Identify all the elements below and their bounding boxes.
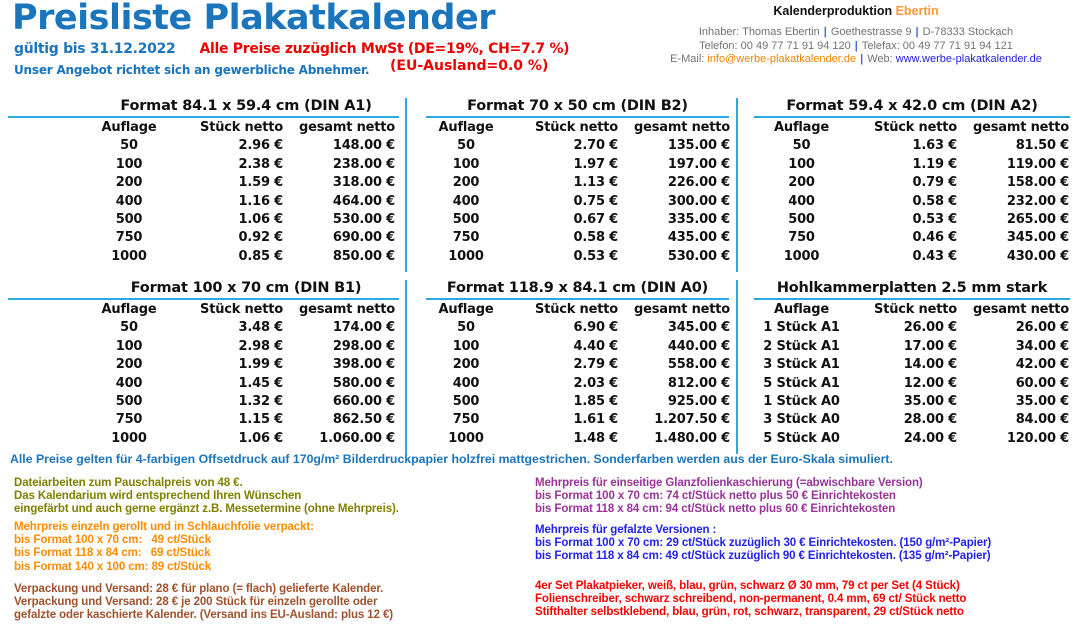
price-cell: 200	[115, 357, 143, 373]
price-cell: 1.06 €	[238, 212, 283, 228]
column-header: gesamt netto	[299, 120, 395, 135]
price-table-grid	[93, 301, 399, 448]
price-cell: 0.79 €	[912, 175, 957, 191]
price-cell: 0.53 €	[912, 212, 957, 228]
price-cell: 2.38 €	[238, 156, 283, 172]
price-cell: 1 Stück A1	[763, 320, 840, 336]
price-table-grid	[426, 119, 729, 266]
price-cell: 0.92 €	[238, 230, 283, 246]
price-cell: 400	[115, 375, 143, 391]
price-cell: 1.48 €	[573, 430, 618, 446]
price-cell: 26.00 €	[1015, 320, 1069, 336]
table-title-rule	[8, 116, 399, 118]
price-cell: 558.00 €	[667, 357, 730, 373]
separator: |	[823, 26, 827, 38]
phone-label: Telefon: 00 49 77 71 91 94 120	[699, 39, 851, 52]
price-cell: 0.58 €	[573, 230, 618, 246]
column-header: Stück netto	[874, 302, 957, 317]
price-cell: 750	[452, 412, 480, 428]
price-cell: 1.61 €	[573, 412, 618, 428]
price-cell: 0.43 €	[912, 248, 957, 264]
price-cell: 1 Stück A0	[763, 394, 840, 410]
note-file-work	[14, 477, 399, 516]
price-cell: 530.00 €	[332, 212, 395, 228]
column-header: Stück netto	[200, 302, 283, 317]
column-header: Stück netto	[535, 120, 618, 135]
header-subline	[14, 41, 569, 57]
price-cell: 100	[115, 338, 143, 354]
price-cell: 1000	[783, 248, 820, 264]
note-line: Folienschreiber, schwarz schreibend, non-permanent, 0.4 mm, 69 ct/ Stück netto	[535, 592, 967, 605]
price-cell: 500	[115, 394, 143, 410]
price-cell: 500	[788, 212, 815, 228]
price-cell: 14.00 €	[903, 357, 957, 373]
company-block	[640, 4, 1072, 66]
note-line: bis Format 140 x 100 cm: 89 ct/Stück	[14, 560, 212, 573]
price-cell: 435.00 €	[667, 230, 730, 246]
price-table-din-a1	[0, 98, 407, 272]
price-cell: 862.50 €	[332, 412, 395, 428]
valid-until-label: gültig bis 31.12.2022	[14, 41, 176, 57]
column-header: Stück netto	[874, 120, 957, 135]
price-cell: 430.00 €	[1006, 248, 1069, 264]
price-cell: 1.13 €	[573, 175, 618, 191]
note-line: gefalzte oder kaschierte Kalender. (Versand ins EU-Ausland: plus 12 €)	[14, 608, 394, 621]
price-cell: 5 Stück A1	[763, 375, 840, 391]
street-label: Goethestrasse 9	[830, 26, 912, 38]
price-cell: 120.00 €	[1006, 430, 1069, 446]
column-header: gesamt netto	[973, 302, 1069, 317]
price-cell: 345.00 €	[1006, 230, 1069, 246]
price-cell: 345.00 €	[667, 320, 730, 336]
table-title-rule	[8, 298, 399, 300]
table-row-top	[0, 98, 1078, 272]
separator: |	[915, 26, 919, 38]
price-cell: 174.00 €	[332, 320, 395, 336]
price-cell: 1.85 €	[573, 394, 618, 410]
price-cell: 3 Stück A1	[763, 357, 840, 373]
price-cell: 750	[788, 230, 815, 246]
price-cell: 1000	[448, 248, 484, 264]
price-cell: 200	[115, 175, 143, 191]
eu-vat-note-label: (EU-Ausland=0.0 %)	[390, 58, 549, 74]
note-lamination	[535, 477, 991, 516]
company-name	[640, 4, 1072, 18]
notes-column-left	[14, 477, 399, 622]
price-cell: 226.00 €	[667, 175, 730, 191]
price-cell: 100	[788, 156, 815, 172]
note-line: Mehrpreis für einseitige Glanzfolienkaschierung (=abwischbare Version)	[535, 477, 923, 489]
price-cell: 200	[452, 357, 480, 373]
price-table-grid	[93, 119, 399, 266]
column-header: Stück netto	[200, 120, 283, 135]
price-cell: 1.06 €	[238, 430, 283, 446]
note-folded	[535, 524, 991, 563]
vat-note-label: Alle Preise zuzüglich MwSt (DE=19%, CH=7.7 %)	[199, 41, 570, 57]
price-cell: 50	[792, 138, 811, 154]
price-cell: 398.00 €	[332, 357, 395, 373]
price-cell: 232.00 €	[1006, 193, 1069, 209]
price-table-grid	[754, 301, 1070, 448]
price-cell: 5 Stück A0	[763, 430, 840, 446]
price-cell: 0.67 €	[573, 212, 618, 228]
note-line: 4er Set Plakatpieker, weiß, blau, grün, schwarz Ø 30 mm, 79 ct per Set (4 Stück)	[535, 579, 960, 592]
price-cell: 119.00 €	[1006, 156, 1069, 172]
price-cell: 28.00 €	[903, 412, 957, 428]
price-cell: 6.90 €	[573, 320, 618, 336]
owner-label: Inhaber: Thomas Ebertin	[698, 26, 820, 38]
price-cell: 1.207.50 €	[654, 412, 730, 428]
web-label: Web:	[867, 53, 896, 65]
column-header: Auflage	[438, 302, 494, 317]
column-header: Auflage	[774, 302, 829, 317]
price-cell: 24.00 €	[903, 430, 957, 446]
note-line: Verpackung und Versand: 28 € für plano (= flach) gelieferte Kalender.	[14, 582, 384, 595]
price-cell: 1000	[111, 248, 147, 264]
table-title-rule	[754, 116, 1070, 118]
price-cell: 1.32 €	[238, 394, 283, 410]
price-cell: 750	[115, 230, 143, 246]
web-link[interactable]: www.werbe-plakatkalender.de	[895, 53, 1042, 65]
price-cell: 84.00 €	[1015, 412, 1069, 428]
price-cell: 100	[115, 156, 143, 172]
column-header: Auflage	[438, 120, 494, 135]
price-cell: 50	[120, 320, 138, 336]
price-cell: 2.96 €	[238, 138, 283, 154]
price-cell: 50	[457, 138, 475, 154]
price-cell: 440.00 €	[667, 338, 730, 354]
price-cell: 464.00 €	[332, 193, 395, 209]
city-label: D-78333 Stockach	[922, 26, 1014, 38]
price-table-din-a0	[407, 280, 738, 454]
price-cell: 300.00 €	[667, 193, 730, 209]
note-line: Mehrpreis einzeln gerollt und in Schlauchfolie verpackt:	[14, 521, 314, 534]
audience-note-label: Unser Angebot richtet sich an gewerbliche Abnehmer.	[14, 63, 370, 77]
email-link[interactable]: info@werbe-plakatkalender.de	[707, 53, 857, 65]
note-rolled	[14, 521, 399, 573]
note-line: bis Format 100 x 70 cm: 74 ct/Stück netto plus 50 € Einrichtekosten	[535, 490, 896, 503]
price-cell: 1.99 €	[238, 357, 283, 373]
note-line: Mehrpreis für gefalzte Versionen :	[535, 524, 717, 537]
note-accessories	[535, 580, 991, 619]
price-cell: 500	[115, 212, 143, 228]
note-line: eingefärbt und auch gerne ergänzt z.B. Messetermine (ohne Mehrpreis).	[14, 503, 399, 516]
column-header: Auflage	[774, 120, 829, 135]
price-cell: 812.00 €	[667, 375, 730, 391]
table-title: Format 100 x 70 cm (DIN B1)	[130, 280, 362, 296]
price-cell: 0.85 €	[238, 248, 283, 264]
price-cell: 500	[452, 212, 480, 228]
price-cell: 3.48 €	[238, 320, 283, 336]
note-line: Verpackung und Versand: 28 € je 200 Stück für einzeln gerollte oder	[14, 595, 378, 608]
price-table-grid	[754, 119, 1070, 266]
paper-note: Alle Preise gelten für 4-farbigen Offsetdruck auf 170g/m² Bilderdruckpapier holzfrei mattgestrichen. Sonderfarben werden aus der Euro-Skala simuliert.	[10, 452, 893, 466]
price-cell: 81.50 €	[1015, 138, 1069, 154]
price-cell: 158.00 €	[1006, 175, 1069, 191]
separator: |	[854, 39, 858, 52]
price-cell: 238.00 €	[332, 156, 395, 172]
page-title: Preisliste Plakatkalender	[12, 0, 495, 38]
price-cell: 3 Stück A0	[763, 412, 840, 428]
column-header: gesamt netto	[973, 120, 1069, 135]
price-cell: 1.480.00 €	[654, 430, 730, 446]
column-header: gesamt netto	[634, 120, 730, 135]
price-cell: 530.00 €	[667, 248, 730, 264]
table-title-rule	[426, 298, 729, 300]
price-cell: 850.00 €	[332, 248, 395, 264]
price-cell: 1000	[111, 430, 147, 446]
table-title: Format 118.9 x 84.1 cm (DIN A0)	[446, 280, 709, 296]
price-cell: 400	[788, 193, 815, 209]
price-cell: 100	[452, 156, 480, 172]
price-table-din-a2	[738, 98, 1078, 272]
price-cell: 2.03 €	[573, 375, 618, 391]
price-cell: 750	[452, 230, 480, 246]
table-row-bottom	[0, 280, 1078, 454]
price-cell: 50	[457, 320, 475, 336]
price-cell: 1.16 €	[238, 193, 283, 209]
price-cell: 0.46 €	[912, 230, 957, 246]
company-phone-line	[640, 40, 1072, 53]
table-title-rule	[754, 298, 1070, 300]
price-cell: 400	[452, 375, 480, 391]
table-title: Format 59.4 x 42.0 cm (DIN A2)	[786, 98, 1038, 114]
price-cell: 42.00 €	[1015, 357, 1069, 373]
price-cell: 1.97 €	[573, 156, 618, 172]
price-cell: 50	[120, 138, 138, 154]
price-cell: 2 Stück A1	[763, 338, 840, 354]
table-title: Format 84.1 x 59.4 cm (DIN A1)	[120, 98, 372, 114]
price-cell: 197.00 €	[667, 156, 730, 172]
note-line: Stifthalter selbstklebend, blau, grün, rot, schwarz, transparent, 29 ct/Stück netto	[535, 605, 964, 618]
price-tables-section	[0, 98, 1078, 454]
price-cell: 200	[452, 175, 480, 191]
price-table-din-b2	[407, 98, 738, 272]
price-cell: 12.00 €	[903, 375, 957, 391]
price-cell: 1000	[448, 430, 484, 446]
company-web-line	[640, 53, 1072, 66]
note-shipping	[14, 583, 399, 622]
note-line: bis Format 100 x 70 cm: 49 ct/Stück	[14, 534, 212, 547]
company-address-line	[640, 26, 1072, 39]
column-header: gesamt netto	[634, 302, 730, 317]
price-cell: 0.75 €	[573, 193, 618, 209]
price-cell: 318.00 €	[332, 175, 395, 191]
price-cell: 35.00 €	[903, 394, 957, 410]
column-header: gesamt netto	[299, 302, 395, 317]
price-cell: 1.19 €	[912, 156, 957, 172]
price-cell: 750	[115, 412, 143, 428]
price-cell: 2.79 €	[573, 357, 618, 373]
note-line: bis Format 100 x 70 cm: 29 ct/Stück zuzüglich 30 € Einrichtekosten. (150 g/m²-Papier)	[535, 537, 992, 550]
note-line: bis Format 118 x 84 cm: 69 ct/Stück	[14, 547, 211, 560]
company-label: Kalenderproduktion	[773, 4, 893, 18]
price-cell: 60.00 €	[1015, 375, 1069, 391]
price-cell: 100	[452, 338, 480, 354]
fax-label: Telefax: 00 49 77 71 91 94 121	[861, 39, 1013, 52]
price-table-din-b1	[0, 280, 407, 454]
price-cell: 1.59 €	[238, 175, 283, 191]
company-brand: Ebertin	[895, 4, 939, 18]
price-cell: 335.00 €	[667, 212, 730, 228]
price-cell: 35.00 €	[1015, 394, 1069, 410]
table-title: Format 70 x 50 cm (DIN B2)	[467, 98, 688, 114]
price-cell: 298.00 €	[332, 338, 395, 354]
price-cell: 4.40 €	[573, 338, 618, 354]
price-cell: 200	[788, 175, 815, 191]
price-cell: 26.00 €	[903, 320, 957, 336]
note-line: bis Format 118 x 84 cm: 94 ct/Stück netto plus 60 € Einrichtekosten	[535, 503, 896, 516]
separator: |	[860, 53, 864, 65]
price-cell: 34.00 €	[1015, 338, 1069, 354]
note-line: Das Kalendarium wird entsprechend Ihren Wünschen	[14, 490, 302, 503]
price-cell: 2.70 €	[573, 138, 618, 154]
notes-column-right	[535, 477, 991, 619]
price-cell: 1.63 €	[912, 138, 957, 154]
price-cell: 2.98 €	[238, 338, 283, 354]
column-header: Stück netto	[535, 302, 618, 317]
price-cell: 148.00 €	[332, 138, 395, 154]
column-header: Auflage	[101, 120, 157, 135]
price-cell: 17.00 €	[903, 338, 957, 354]
price-cell: 400	[115, 193, 143, 209]
price-cell: 925.00 €	[667, 394, 730, 410]
price-table-grid	[426, 301, 729, 448]
price-table-hohlkammerplatten	[738, 280, 1078, 454]
price-cell: 135.00 €	[667, 138, 730, 154]
price-cell: 0.58 €	[912, 193, 957, 209]
price-cell: 0.53 €	[573, 248, 618, 264]
price-cell: 580.00 €	[332, 375, 395, 391]
price-cell: 690.00 €	[332, 230, 395, 246]
note-line: Dateiarbeiten zum Pauschalpreis von 48 €.	[14, 477, 243, 489]
note-line: bis Format 118 x 84 cm: 49 ct/Stück zuzüglich 90 € Einrichtekosten. (135 g/m²-Papier)	[535, 550, 991, 563]
price-cell: 500	[452, 394, 480, 410]
table-title-rule	[426, 116, 729, 118]
column-header: Auflage	[101, 302, 157, 317]
price-cell: 660.00 €	[332, 394, 395, 410]
price-cell: 400	[452, 193, 480, 209]
email-label: E-Mail:	[670, 53, 708, 65]
table-title: Hohlkammerplatten 2.5 mm stark	[776, 280, 1048, 296]
price-cell: 1.45 €	[238, 375, 283, 391]
price-cell: 1.060.00 €	[319, 430, 395, 446]
price-cell: 1.15 €	[238, 412, 283, 428]
price-cell: 265.00 €	[1006, 212, 1069, 228]
